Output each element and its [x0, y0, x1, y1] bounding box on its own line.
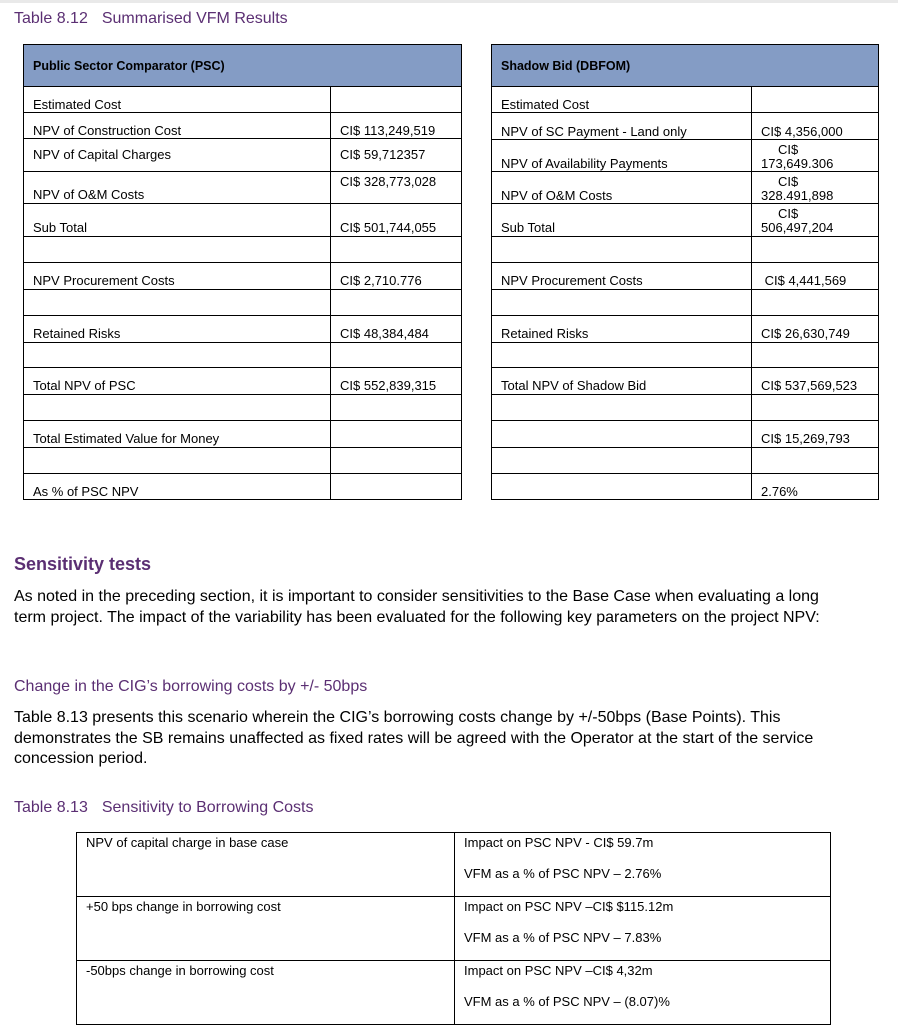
page-top-edge	[0, 0, 898, 3]
vfm-text: VFM as a % of PSC NPV – (8.07)%	[464, 994, 670, 1009]
shadow-bid-table	[491, 44, 879, 500]
row-value	[331, 395, 462, 421]
caption-number: Table 8.13	[14, 799, 88, 816]
table-row	[24, 172, 462, 204]
caption-title: Summarised VFM Results	[101, 10, 288, 27]
amount: 506,497,204	[761, 220, 834, 235]
table-row	[24, 263, 462, 290]
row-label: As % of PSC NPV	[24, 474, 331, 500]
row-label: NPV Procurement Costs	[492, 263, 752, 290]
row-value: CI$ 328,773,028	[331, 172, 462, 204]
result-cell	[455, 833, 831, 897]
row-value	[331, 421, 462, 448]
row-label: NPV of O&M Costs	[24, 172, 331, 204]
scenario-cell: -50bps change in borrowing cost	[77, 961, 455, 1025]
table-row	[24, 87, 462, 113]
table-row	[24, 368, 462, 395]
vfm-text: VFM as a % of PSC NPV – 7.83%	[464, 930, 662, 945]
row-value	[331, 343, 462, 368]
table-row	[24, 421, 462, 448]
row-value	[331, 237, 462, 263]
scenario-cell: NPV of capital charge in base case	[77, 833, 455, 897]
row-value	[752, 448, 879, 474]
impact-text: Impact on PSC NPV –CI$ $115.12m	[464, 899, 674, 914]
table-row	[492, 343, 879, 368]
currency-label: CI$	[778, 206, 799, 221]
body-paragraph: Table 8.13 presents this scenario wherein the CIG’s borrowing costs change by +/-50bps (Base Points). This demonstrates the SB remains unaffected as fixed rates will be agreed with the Operator at the start of the service concession period.	[14, 709, 814, 767]
row-value	[752, 172, 879, 204]
psc-table	[23, 44, 462, 500]
table-row	[492, 204, 879, 237]
row-label	[24, 290, 331, 316]
row-label: NPV Procurement Costs	[24, 263, 331, 290]
row-value: CI$ 4,441,569	[752, 263, 879, 290]
section-heading: Sensitivity tests	[14, 554, 152, 574]
table-row	[24, 448, 462, 474]
currency-label: CI$	[778, 142, 799, 157]
row-label	[492, 290, 752, 316]
table-8-13-caption	[14, 799, 313, 817]
table-row	[24, 343, 462, 368]
table-8-12-caption	[14, 10, 288, 28]
vfm-text: VFM as a % of PSC NPV – 2.76%	[464, 866, 662, 881]
row-label: NPV of O&M Costs	[492, 172, 752, 204]
row-value: CI$ 113,249,519	[331, 113, 462, 139]
table-row	[77, 833, 831, 897]
table-row	[492, 368, 879, 395]
row-value: CI$ 15,269,793	[752, 421, 879, 448]
table-row	[492, 140, 879, 172]
amount: 328.491,898	[761, 188, 834, 203]
row-value: 2.76%	[752, 474, 879, 500]
row-label	[492, 421, 752, 448]
table-row	[492, 316, 879, 343]
table-row	[492, 172, 879, 204]
shadow-bid-header: Shadow Bid (DBFOM)	[492, 45, 879, 87]
table-row	[24, 316, 462, 343]
row-label: NPV of Availability Payments	[492, 140, 752, 172]
amount: 173,649.306	[761, 156, 834, 171]
row-label	[492, 395, 752, 421]
row-label: Estimated Cost	[492, 87, 752, 113]
row-value	[752, 140, 879, 172]
row-label: Total NPV of Shadow Bid	[492, 368, 752, 395]
row-value: CI$ 2,710.776	[331, 263, 462, 290]
table-row	[492, 448, 879, 474]
row-value	[752, 290, 879, 316]
table-row	[492, 421, 879, 448]
table-row	[24, 290, 462, 316]
table-row	[24, 474, 462, 500]
row-label	[492, 343, 752, 368]
table-row	[492, 474, 879, 500]
row-label: Sub Total	[492, 204, 752, 237]
row-value: CI$ 4,356,000	[752, 113, 879, 140]
row-label	[492, 474, 752, 500]
table-row	[24, 113, 462, 139]
row-label	[24, 237, 331, 263]
table-row	[492, 263, 879, 290]
row-value: CI$ 537,569,523	[752, 368, 879, 395]
impact-text: Impact on PSC NPV –CI$ 4,32m	[464, 963, 653, 978]
row-label	[492, 237, 752, 263]
table-row	[24, 395, 462, 421]
row-label: NPV of Capital Charges	[24, 139, 331, 172]
row-value: CI$ 26,630,749	[752, 316, 879, 343]
result-cell	[455, 961, 831, 1025]
table-row	[492, 290, 879, 316]
table-row	[492, 395, 879, 421]
row-value: CI$ 59,712357	[331, 139, 462, 172]
row-value	[752, 237, 879, 263]
row-value	[331, 474, 462, 500]
currency-label: CI$	[778, 174, 799, 189]
impact-text: Impact on PSC NPV - CI$ 59.7m	[464, 835, 654, 850]
table-row	[492, 237, 879, 263]
row-value: CI$ 48,384,484	[331, 316, 462, 343]
row-value	[331, 290, 462, 316]
row-label: Retained Risks	[492, 316, 752, 343]
row-label	[24, 343, 331, 368]
table-row	[77, 897, 831, 961]
row-value	[752, 204, 879, 237]
row-label: NPV of SC Payment - Land only	[492, 113, 752, 140]
sensitivity-table	[76, 832, 831, 1025]
table-row	[24, 237, 462, 263]
result-cell	[455, 897, 831, 961]
row-label	[24, 395, 331, 421]
caption-number: Table 8.12	[14, 10, 88, 27]
row-label: Estimated Cost	[24, 87, 331, 113]
table-row	[492, 87, 879, 113]
psc-header: Public Sector Comparator (PSC)	[24, 45, 462, 87]
row-label: Total Estimated Value for Money	[24, 421, 331, 448]
row-label: Retained Risks	[24, 316, 331, 343]
table-row	[492, 113, 879, 140]
scenario-cell: +50 bps change in borrowing cost	[77, 897, 455, 961]
row-label: Sub Total	[24, 204, 331, 237]
caption-title: Sensitivity to Borrowing Costs	[101, 799, 314, 816]
row-label	[24, 448, 331, 474]
row-label: NPV of Construction Cost	[24, 113, 331, 139]
shadow-bid-header-row	[492, 45, 879, 87]
row-value: CI$ 501,744,055	[331, 204, 462, 237]
psc-header-row	[24, 45, 462, 87]
subsection-heading: Change in the CIG’s borrowing costs by +/- 50bps	[14, 678, 368, 695]
row-value	[752, 395, 879, 421]
row-value	[331, 448, 462, 474]
table-row	[77, 961, 831, 1025]
row-value	[331, 87, 462, 113]
intro-paragraph: As noted in the preceding section, it is important to consider sensitivities to the Base Case when evaluating a long term project. The impact of the variability has been evaluated for the following key parameters on the project NPV:	[14, 588, 820, 626]
row-value	[752, 87, 879, 113]
row-label: Total NPV of PSC	[24, 368, 331, 395]
row-value	[752, 343, 879, 368]
table-row	[24, 204, 462, 237]
table-row	[24, 139, 462, 172]
row-value: CI$ 552,839,315	[331, 368, 462, 395]
row-label	[492, 448, 752, 474]
